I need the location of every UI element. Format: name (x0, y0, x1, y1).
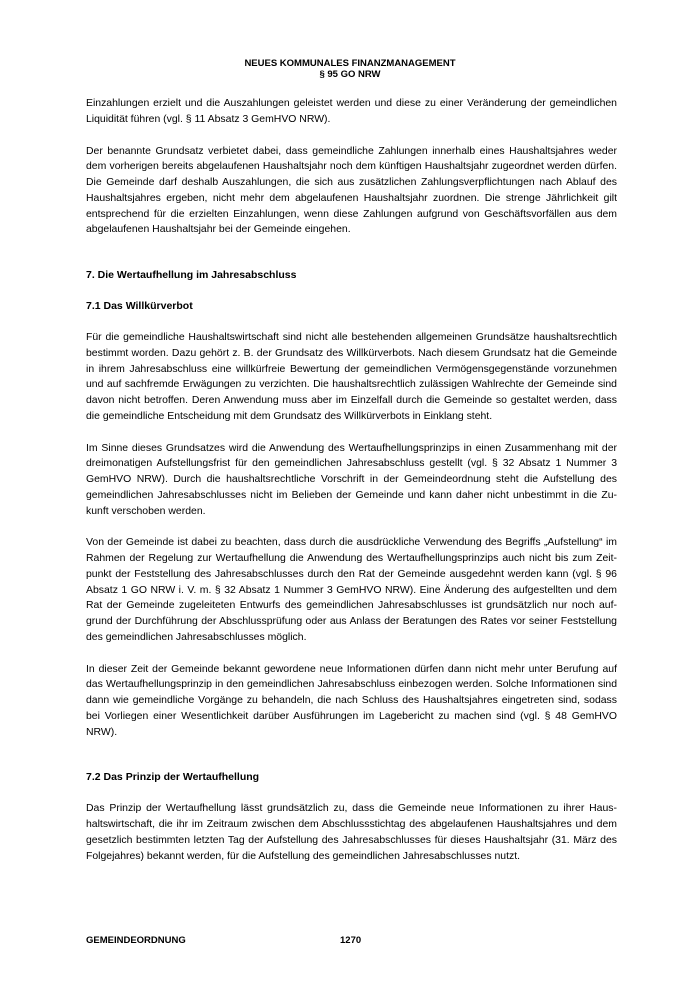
page-number: 1270 (340, 935, 362, 946)
header-title: NEUES KOMMUNALES FINANZMANAGEMENT (244, 58, 456, 69)
section-heading-7: 7. Die Wertaufhellung im Jahresabschluss (86, 269, 297, 281)
subsection-heading-7-1: 7.1 Das Willkürverbot (86, 300, 193, 312)
subsection-heading-7-2: 7.2 Das Prinzip der Wertaufhellung (86, 771, 260, 784)
paragraph: Im Sinne dieses Grundsatzes wird die Anwendung des Wertaufhellungsprinzips in einen Zusammenhang mit der dreimonatigen Aufstellungsfrist für den gemeindlichen Jahresabschluss gestellt (vgl. § 32 Absatz 1 Nummer 3 GemHVO NRW). Durch die haushaltsrechtliche Vorschrift in der Gemeindeordnung steht die Aufstellung des gemeindlichen Jahresabschlusses nicht im Belieben der Gemeinde und kann daher nicht unbestimmt in die Zukunft verschoben werden. (86, 442, 617, 517)
page-header (0, 58, 700, 80)
document-body (86, 96, 617, 880)
paragraph: Der benannte Grundsatz verbietet dabei, dass gemeindliche Zahlungen innerhalb eines Haushaltsjahres weder dem vorherigen bereits abgelaufenen Haushaltsjahr noch dem künftigen Haushaltsjahr zugeordnet werden dürfen. Die Gemeinde darf deshalb Auszahlungen, die sich aus zusätzlichen Zahlungsverpflichtungen nach Ablauf des Haushaltsjahres ergeben, nicht mehr dem abgelaufenen Haushaltsjahr zuordnen. Die strenge Jährlichkeit gilt entsprechend für die erzielten Einzahlungen, wenn diese Zahlungen aufgrund von Geschäftsvorfällen aus dem abgelaufenen Haushaltsjahr bei der Gemeinde eingehen. (86, 145, 617, 236)
paragraph: Für die gemeindliche Haushaltswirtschaft sind nicht alle bestehenden allgemeinen Grundsätze haushaltsrechtlich bestimmt worden. Dazu gehört z. B. der Grundsatz des Willkürverbots. Nach diesem Grundsatz hat die Gemeinde in ihrem Jahresabschluss eine willkürfreie Bewertung der gemeindlichen Vermögensgegenstände vorzunehmen und auf sachfremde Erwägungen zu verzichten. Die haushaltsrechtlich zulässigen Wahlrechte der Gemeinde sind davon nicht betroffen. Deren Anwendung muss aber im Einzelfall durch die Gemeinde so gestaltet werden, dass die gemeindliche Entscheidung mit dem Grundsatz des Willkürverbots in Einklang steht. (86, 332, 617, 422)
paragraph: Das Prinzip der Wertaufhellung lässt grundsätzlich zu, dass die Gemeinde neue Informationen zu ihrer Haushaltswirtschaft, die ihr im Zeitraum zwischen dem Abschlussstichtag des abgelaufenen Haushaltsjahres und dem gesetzlich bestimmten letzten Tag der Aufstellung des Jahresabschlusses für dieses Haushaltsjahr (31. März des Folgejahres) bekannt werden, für die Aufstellung des gemeindlichen Jahresabschlusses nutzt. (86, 803, 617, 862)
paragraph: In dieser Zeit der Gemeinde bekannt gewordene neue Informationen dürfen dann nicht mehr unter Berufung auf das Wertaufhellungsprinzip in den gemeindlichen Jahresabschluss einbezogen werden. Solche Informationen sind dann wie gemeindliche Vorgänge zu behandeln, die nach Schluss des Haushaltsjahres eingetreten sind, sodass bei Vorliegen einer Wesentlichkeit darüber Ausführungen im Lagebericht zu machen sind (vgl. § 48 GemHVO NRW). (86, 663, 617, 738)
footer-title: GEMEINDEORDNUNG (86, 935, 186, 946)
paragraph: Einzahlungen erzielt und die Auszahlungen geleistet werden und diese zu einer Veränderung der gemeindlichen Liquidität führen (vgl. § 11 Absatz 3 GemHVO NRW). (86, 98, 617, 125)
paragraph: Von der Gemeinde ist dabei zu beachten, dass durch die ausdrückliche Verwendung des Begriffs „Aufstellung“ im Rahmen der Regelung zur Wertaufhellung die Anwendung des Wertaufhellungsprinzips auch nicht bis zum Zeitpunkt der Feststellung des Jahresabschlusses durch den Rat der Gemeinde ausgedehnt werden kann (vgl. § 96 Absatz 1 GO NRW i. V. m. § 32 Absatz 1 Nummer 3 GemHVO NRW). Eine Änderung des aufgestellten und dem Rat der Gemeinde zugeleiteten Entwurfs des gemeindlichen Jahresabschlusses ist grundsätzlich nur noch aufgrund der Durchführung der Abschlussprüfung oder aus Anlass der Beratungen des Rates vor seiner Feststellung des gemeindlichen Jahresabschlusses möglich. (86, 537, 617, 643)
header-section: § 95 GO NRW (319, 69, 381, 80)
